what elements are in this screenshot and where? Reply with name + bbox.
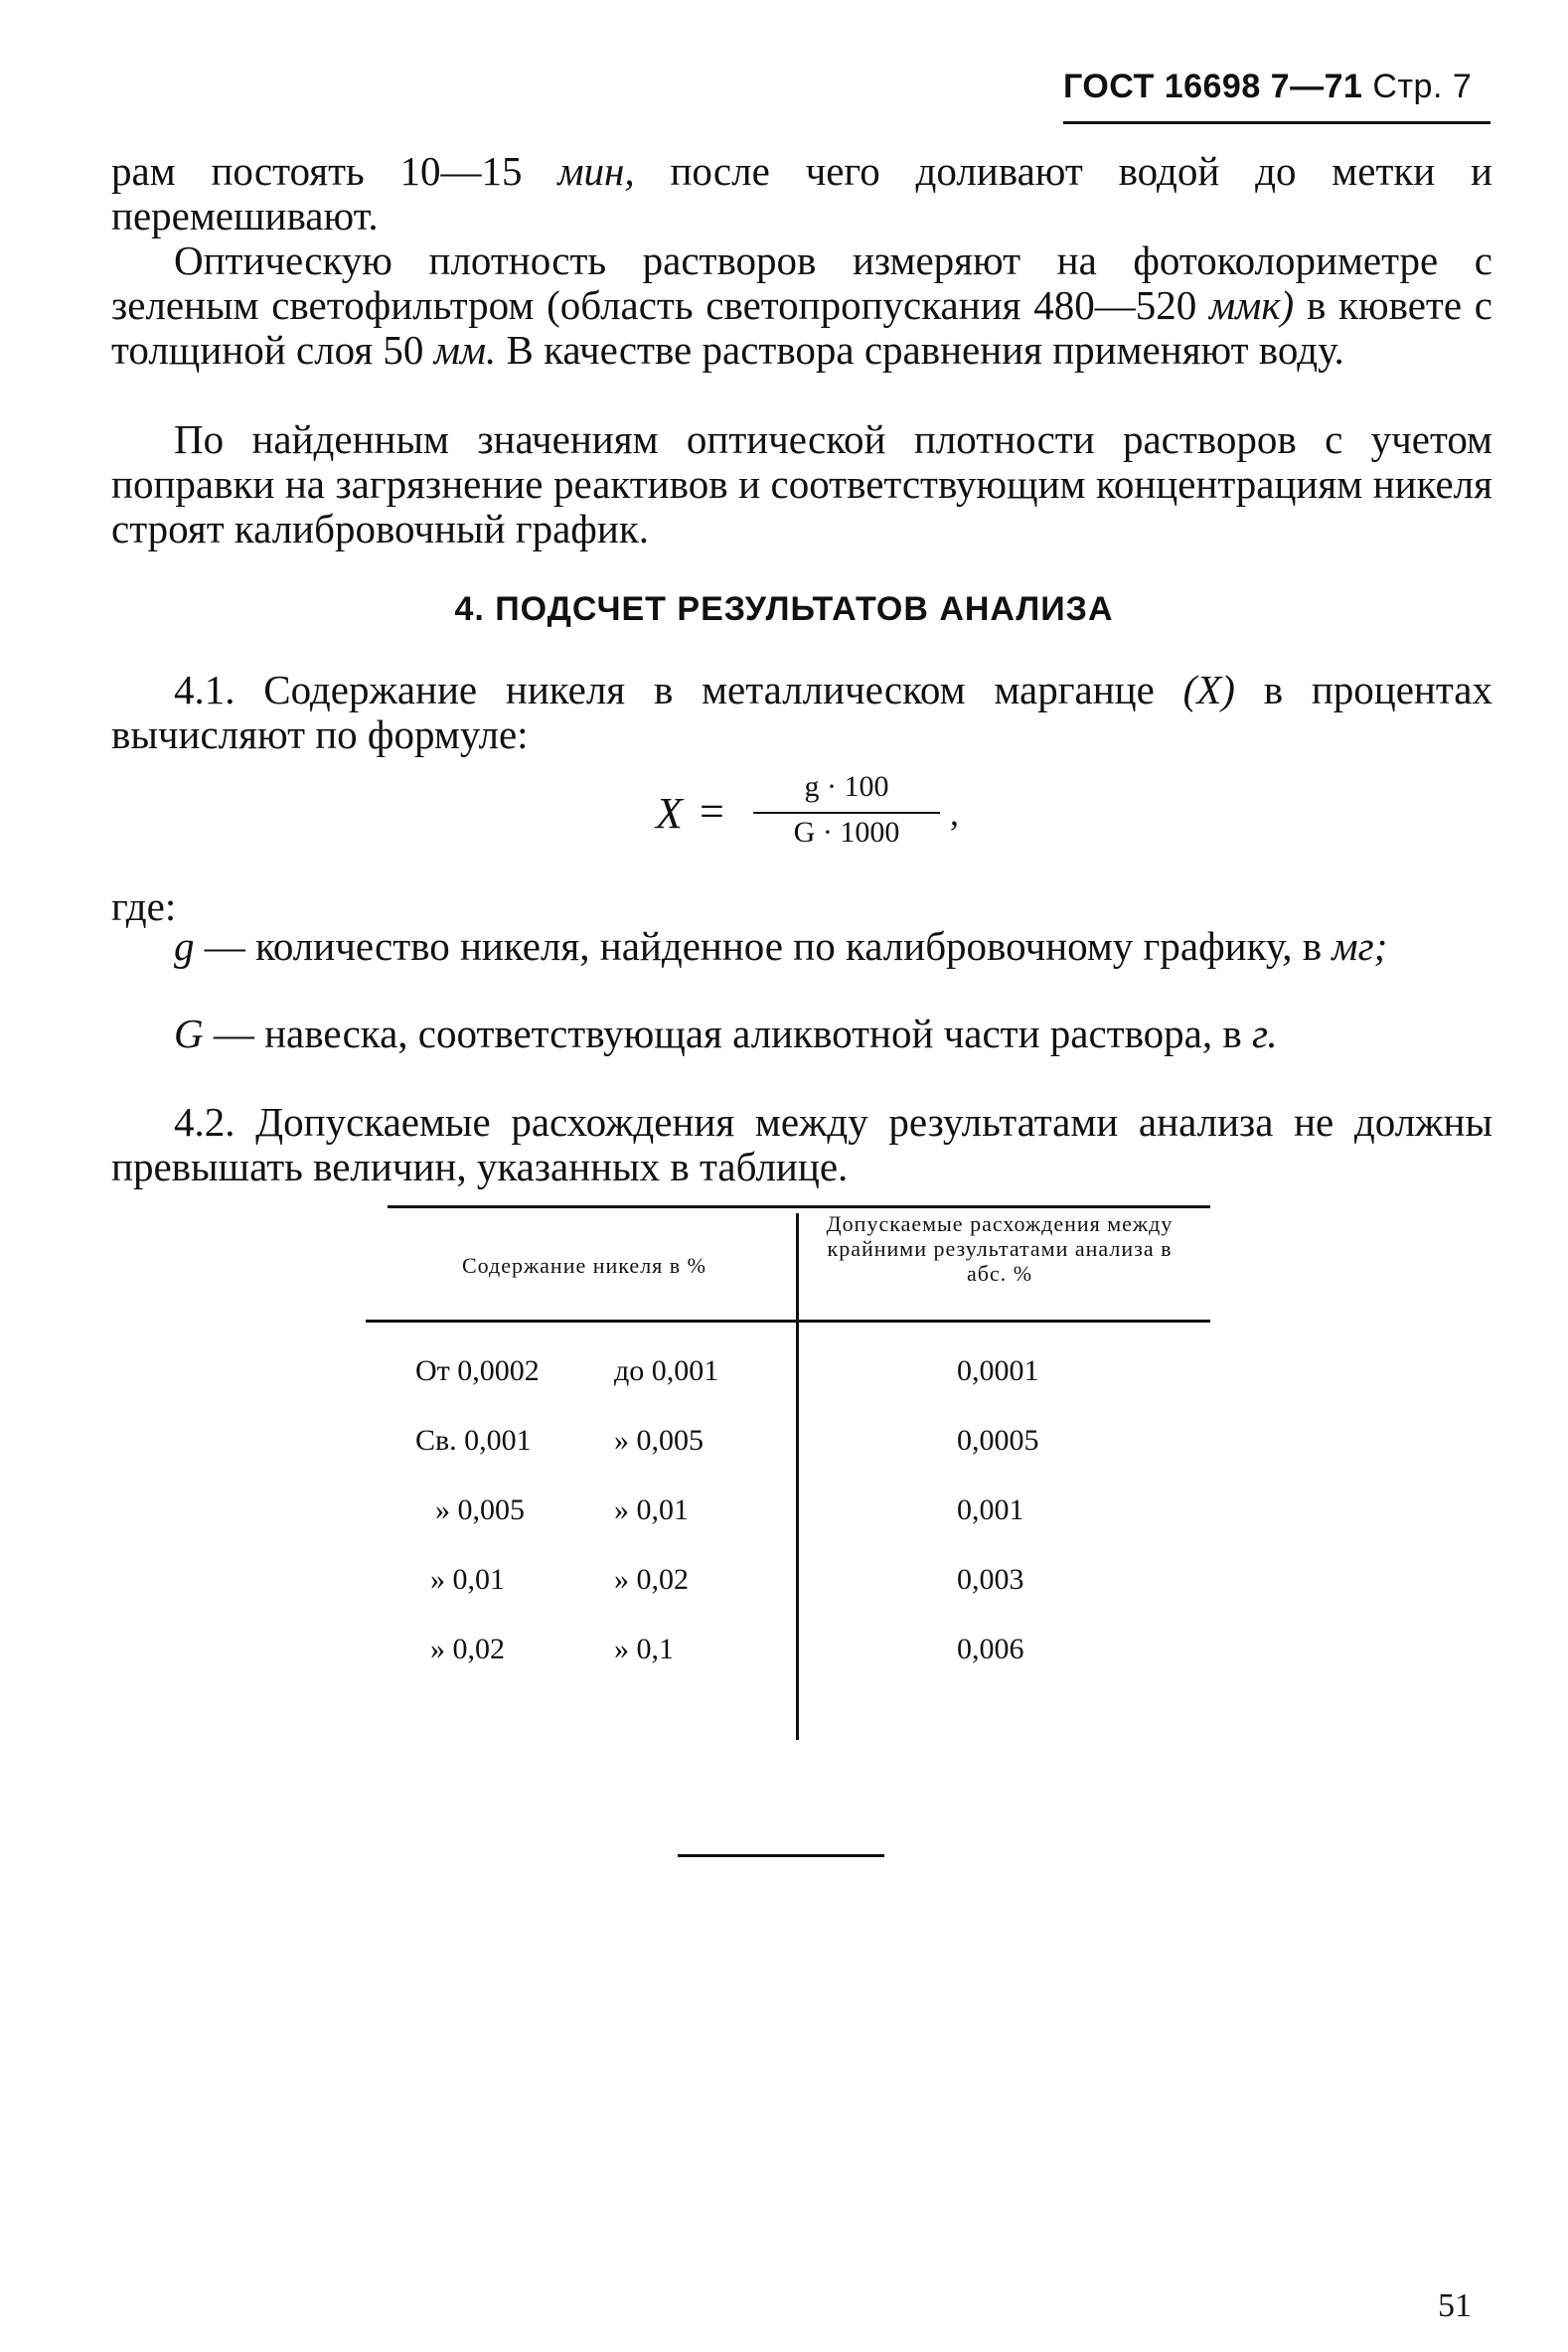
standard-number: ГОСТ 16698 7—71 <box>1063 68 1363 105</box>
definition-symbol: g <box>174 923 195 969</box>
unit-text: мин, <box>557 148 635 194</box>
row-tolerance: 0,003 <box>957 1563 1024 1596</box>
table-top-rule <box>388 1205 1210 1208</box>
formula-symbol: (X) <box>1182 667 1235 712</box>
formula-lhs: X <box>656 789 683 838</box>
clause-4-1 <box>111 668 1492 757</box>
unit-text: мм. <box>433 327 497 373</box>
table-row <box>366 1633 1210 1672</box>
section-title: 4. ПОДСЧЕТ РЕЗУЛЬТАТОВ АНАЛИЗА <box>454 590 1114 628</box>
unit-text: мг; <box>1332 923 1388 969</box>
where-label: где: <box>111 883 177 929</box>
paragraph-calibration: По найденным значениям оптической плотности растворов с учетом поправки на загрязнение реактивов и соответствующим концентрациям никеля строят калибровочный график. <box>111 416 1492 551</box>
row-range-to: » 0,1 <box>614 1633 674 1665</box>
formula-numerator: g · 100 <box>804 770 889 803</box>
row-range-to: до 0,001 <box>614 1354 719 1387</box>
clause-4-2: 4.2. Допускаемые расхождения между результатами анализа не должны превышать величин, указанных в таблице. <box>111 1099 1492 1189</box>
row-tolerance: 0,0005 <box>957 1424 1039 1457</box>
row-range-from: От 0,0002 <box>415 1354 540 1387</box>
row-tolerance: 0,0001 <box>957 1354 1039 1387</box>
unit-text: г. <box>1251 1011 1278 1056</box>
definition-text: — количество никеля, найденное по калибровочному графику, в <box>194 923 1333 969</box>
row-range-to: » 0,005 <box>614 1424 704 1457</box>
definition-g <box>174 924 1493 969</box>
table-header-content: Содержание никеля в % <box>461 1253 707 1278</box>
definition-text: — навеска, соответствующая аликвотной части раствора, в <box>203 1011 1252 1056</box>
paragraph-continuation <box>111 149 1492 238</box>
definition-symbol: G <box>174 1011 204 1056</box>
table-row <box>366 1424 1210 1464</box>
unit-text: ммк) <box>1209 282 1295 328</box>
table-row <box>366 1354 1210 1394</box>
page-header <box>1063 68 1472 106</box>
paragraph-text: рам постоять 10—15 <box>111 148 558 194</box>
table-row <box>366 1563 1210 1603</box>
row-range-to: » 0,01 <box>614 1493 689 1526</box>
clause-text: в процентах вычисляют по формуле: <box>111 667 1492 757</box>
row-range-from: » 0,005 <box>435 1493 525 1526</box>
formula-equals: = <box>700 787 724 836</box>
paragraph-text: после чего доливают водой до метки и перемешивают. <box>111 148 1492 238</box>
table-header-tolerance: Допускаемые расхождения между крайними результатами анализа в абс. % <box>826 1211 1174 1286</box>
fraction-bar <box>753 812 940 814</box>
page-label: Стр. 7 <box>1372 68 1473 105</box>
header-rule <box>1063 121 1490 124</box>
paragraph-text: В качестве раствора сравнения применяют воду. <box>496 327 1344 373</box>
row-tolerance: 0,001 <box>957 1493 1024 1526</box>
end-of-text-rule <box>678 1854 884 1857</box>
row-range-from: » 0,01 <box>430 1563 505 1596</box>
paragraph-text: в кювете с толщиной слоя 50 <box>111 282 1492 373</box>
table-header-rule <box>366 1320 1210 1323</box>
row-range-from: Св. 0,001 <box>415 1424 532 1457</box>
definition-G <box>174 1012 1493 1056</box>
formula-comma: , <box>950 793 959 833</box>
paragraph-text: Оптическую плотность растворов измеряют на фотоколориметре с зеленым светофильтром (область светопропускания 480—520 <box>111 237 1492 328</box>
clause-text: 4.1. Содержание никеля в металлическом марганце <box>174 667 1183 712</box>
row-tolerance: 0,006 <box>957 1633 1024 1665</box>
row-range-to: » 0,02 <box>614 1563 689 1596</box>
tolerance-table <box>366 1205 1210 1752</box>
formula <box>656 770 959 869</box>
page-number: 51 <box>1438 2287 1472 2324</box>
formula-denominator: G · 1000 <box>793 816 900 849</box>
paragraph-optical-density <box>111 238 1492 373</box>
table-row <box>366 1493 1210 1533</box>
row-range-from: » 0,02 <box>430 1633 505 1665</box>
